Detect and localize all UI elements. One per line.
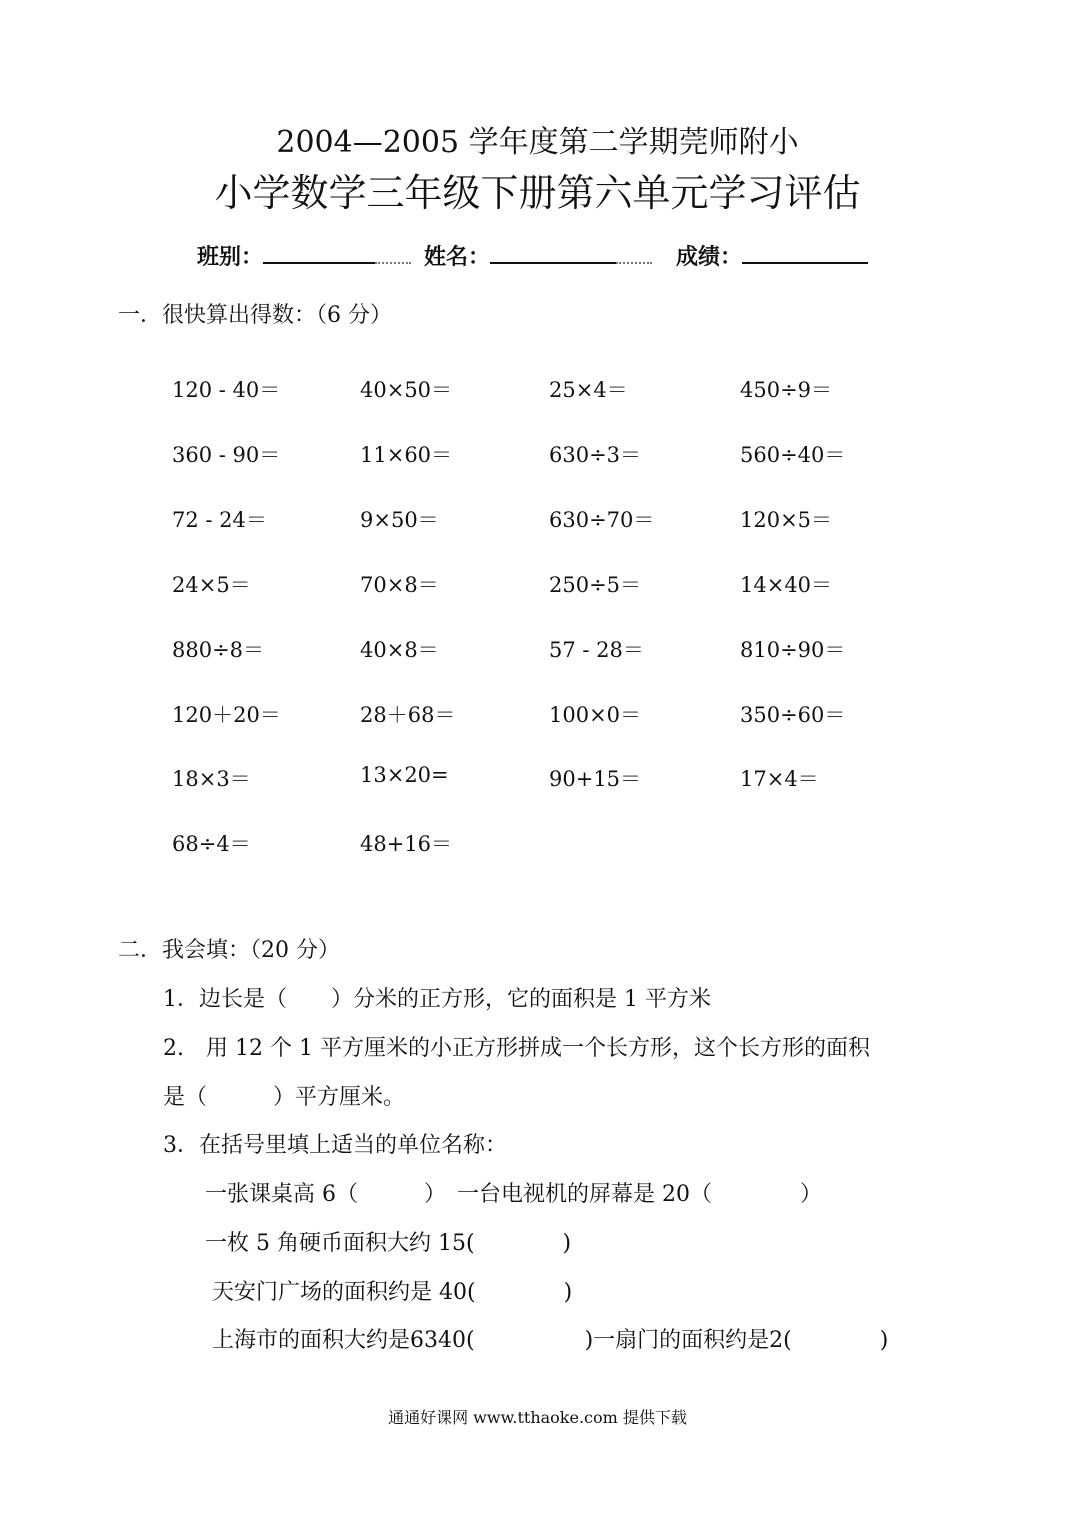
problem: 9×50＝ [360,508,439,532]
problem: 14×40＝ [740,573,833,597]
problem: 120＋20＝ [172,703,281,727]
class-blank [263,240,375,264]
name-dots [616,240,652,264]
problem: 560÷40＝ [740,443,846,467]
question-1: 1．边长是（ ）分米的正方形，它的面积是 1 平方米 [163,987,711,1012]
problem: 120 - 40＝ [172,378,281,402]
question-2-line-1: 2. 用 12 个 1 平方厘米的小正方形拼成一个长方形，这个长方形的面积 [163,1036,870,1061]
problem: 40×50＝ [360,378,453,402]
header-line-1: 2004—2005 学年度第二学期莞师附小 [276,125,799,160]
problem: 90+15＝ [549,767,642,791]
question-3-item-c: 天安门广场的面积约是 40( ) [212,1280,573,1305]
problem: 360 - 90＝ [172,443,281,467]
class-field [197,240,411,271]
section2-title: 二．我会填：（20 分） [118,938,340,963]
score-blank [742,240,868,264]
problem: 25×4＝ [549,378,628,402]
name-blank [490,240,616,264]
footer-text: 通通好课网 www.tthaoke.com 提供下载 [388,1408,687,1427]
score-label: 成绩： [676,245,743,270]
problem: 630÷3＝ [549,443,642,467]
problem: 40×8＝ [360,638,439,662]
question-3-item-a: 一张课桌高 6（ ） 一台电视机的屏幕是 20（ ） [205,1182,822,1207]
name-label: 姓名： [424,245,491,270]
score-field [676,240,868,271]
name-field [424,240,652,271]
problem: 70×8＝ [360,573,439,597]
problem: 57 - 28＝ [549,638,644,662]
question-3-item-b: 一枚 5 角硬币面积大约 15( ) [205,1231,572,1256]
problem: 17×4＝ [740,767,819,791]
problem: 72 - 24＝ [172,508,267,532]
class-dots [375,240,411,264]
problem: 120×5＝ [740,508,833,532]
problem: 100×0＝ [549,703,642,727]
problem: 250÷5＝ [549,573,642,597]
question-3: 3．在括号里填上适当的单位名称： [163,1133,507,1158]
class-label: 班别： [197,245,264,270]
problem: 11×60＝ [360,443,453,467]
section1-title: 一．很快算出得数：（6 分） [118,303,392,328]
page-title: 小学数学三年级下册第六单元学习评估 [214,171,861,215]
problem: 13×20= [360,763,449,787]
problem: 880÷8＝ [172,638,265,662]
problem: 48+16＝ [360,832,453,856]
problem: 68÷4＝ [172,832,251,856]
problem: 630÷70＝ [549,508,655,532]
problem: 28＋68＝ [360,703,456,727]
problem: 810÷90＝ [740,638,846,662]
problem: 450÷9＝ [740,378,833,402]
problem: 350÷60＝ [740,703,846,727]
problem: 18×3＝ [172,767,251,791]
question-2-line-2: 是（ ）平方厘米。 [163,1085,406,1110]
problem: 24×5＝ [172,573,251,597]
question-3-item-d: 上海市的面积大约是6340( )一扇门的面积约是2( ) [212,1328,889,1353]
